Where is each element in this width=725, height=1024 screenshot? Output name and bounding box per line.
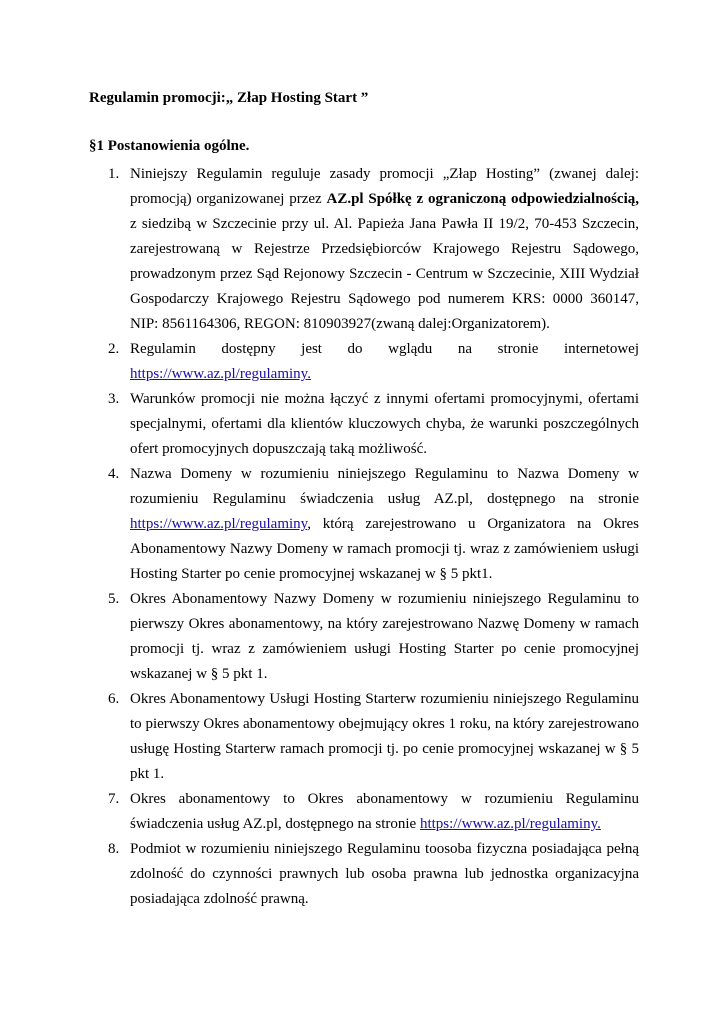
item-text: Regulamin dostępny jest do wglądu na stronie internetowej https://www.az.pl/regulaminy. (130, 341, 639, 382)
item-text: Okres Abonamentowy Usługi Hosting Starterw rozumieniu niniejszego Regulaminu to pierwszy Okres abonamentowy obejmujący okres 1 roku, na który zarejestrowano usługę Hosting Starterw ramach promocji tj. po cenie promocyjnej wskazanej w § 5 pkt 1. (130, 691, 639, 782)
item-number: 5. (108, 591, 120, 607)
item-text: Okres Abonamentowy Nazwy Domeny w rozumieniu niniejszego Regulaminu to pierwszy Okres abonamentowy, na który zarejestrowano Nazwę Domeny w ramach promocji tj. wraz z zamówieniem usługi Hosting Starter po cenie promocyjnej wskazanej w § 5 pkt 1. (130, 591, 639, 682)
item-number: 1. (108, 166, 120, 182)
list-item (0, 687, 725, 787)
list-item (0, 337, 725, 387)
item-number: 2. (108, 341, 120, 357)
item-text: Nazwa Domeny w rozumieniu niniejszego Regulaminu to Nazwa Domeny w rozumieniu Regulaminu świadczenia usług AZ.pl, dostępnego na stronie https://www.az.pl/regulaminy, którą zarejestrowano u Organizatora na Okres Abonamentowy Nazwy Domeny w ramach promocji tj. wraz z zamówieniem usługi Hosting Starter po cenie promocyjnej wskazanej w § 5 pkt1. (130, 466, 639, 582)
regulations-link[interactable]: https://www.az.pl/regulaminy (419, 816, 598, 832)
list-item (0, 787, 725, 837)
document-title: Regulamin promocji:„ Złap Hosting Start ” (89, 90, 369, 106)
item-number: 3. (108, 391, 120, 407)
regulations-link[interactable]: https://www.az.pl/regulaminy (130, 366, 308, 382)
item-text: Podmiot w rozumieniu niniejszego Regulaminu toosoba fizyczna posiadająca pełną zdolność do czynności prawnych lub osoba prawna lub jednostka organizacyjna posiadająca zdolność prawną. (130, 841, 639, 907)
item-text: Okres abonamentowy to Okres abonamentowy w rozumieniu Regulaminu świadczenia usług AZ.pl, dostępnego na stronie https://www.az.pl/regulaminy. (130, 791, 639, 832)
item-text: Niniejszy Regulamin reguluje zasady promocji „Złap Hosting” (zwanej dalej: promocją) organizowanej przez AZ.pl Spółkę z ograniczoną odpowiedzialnością, z siedzibą w Szczecinie przy ul. Al. Papieża Jana Pawła II 19/2, 70-453 Szczecin, zarejestrowaną w Rejestrze Przedsiębiorców Krajowego Rejestru Sądowego, prowadzonym przez Sąd Rejonowy Szczecin - Centrum w Szczecinie, XIII Wydział Gospodarczy Krajowego Rejestru Sądowego pod numerem KRS: 0000 360147, NIP: 8561164306, REGON: 810903927(zwaną dalej:Organizatorem). (130, 166, 639, 332)
company-name: AZ.pl Spółkę z ograniczoną odpowiedzialnością, (326, 191, 639, 207)
item-number: 6. (108, 691, 120, 707)
item-number: 4. (108, 466, 120, 482)
list-item (0, 162, 725, 337)
list-item (0, 837, 725, 912)
section-heading: §1 Postanowienia ogólne. (89, 138, 250, 154)
list-item (0, 587, 725, 687)
item-number: 8. (108, 841, 120, 857)
list-item (0, 462, 725, 587)
numbered-list (0, 162, 725, 912)
list-item (0, 387, 725, 462)
item-number: 7. (108, 791, 120, 807)
item-text: Warunków promocji nie można łączyć z innymi ofertami promocyjnymi, ofertami specjalnymi, ofertami dla klientów kluczowych chyba, że warunki poszczególnych ofert promocyjnych dopuszczają taką możliwość. (130, 391, 639, 457)
regulations-link[interactable]: https://www.az.pl/regulaminy (130, 516, 308, 532)
